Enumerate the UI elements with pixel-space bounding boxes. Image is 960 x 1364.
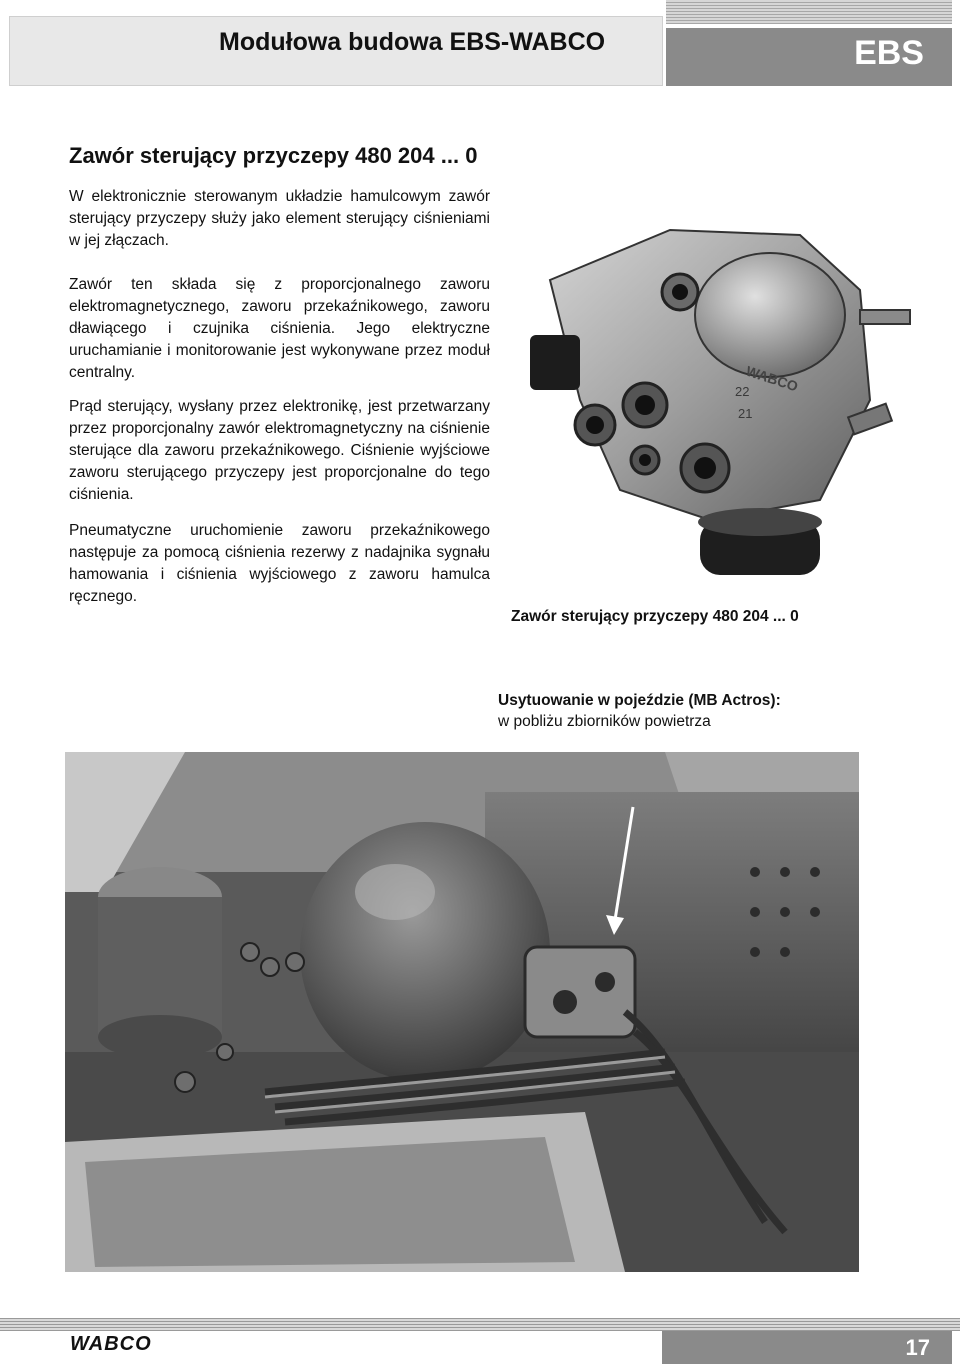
- header-title: Modułowa budowa EBS-WABCO: [219, 28, 606, 56]
- location-caption-title: Usytuowanie w pojeździe (MB Actros):: [498, 692, 781, 709]
- footer-stripes: [0, 1318, 960, 1331]
- wabco-logo: WABCO: [70, 1333, 152, 1355]
- page-number: 17: [905, 1335, 930, 1360]
- valve-label-22: 22: [735, 384, 750, 399]
- header-stripes: [666, 0, 952, 24]
- valve-caption-text: Zawór sterujący przyczepy 480 204 ... 0: [511, 608, 799, 625]
- vehicle-photo: [65, 752, 859, 1272]
- ebs-badge-label: EBS: [854, 34, 924, 72]
- valve-caption: [511, 608, 799, 626]
- ebs-badge: [666, 28, 952, 86]
- page-number-box: [662, 1331, 952, 1364]
- paragraph-1: W elektronicznie sterowanym układzie hamulcowym zawór sterujący przyczepy służy jako element sterujący ciśnieniami w jej złączach.: [69, 188, 490, 249]
- location-caption: [498, 690, 781, 732]
- location-caption-text: w pobliżu zbiorników powietrza: [498, 713, 711, 730]
- paragraph-3: Prąd sterujący, wysłany przez elektronikę, jest przetwarzany przez proporcjonalny zawór elektromagnetyczny na ciśnienie sterujące dla zaworu przekaźnikowego. Ciśnienie wyjściowe zaworu sterującego przyczepy jest proporcjonalne do tego ciśnienia.: [69, 398, 490, 503]
- paragraph-4: Pneumatyczne uruchomienie zaworu przekaźnikowego następuje za pomocą ciśnienia rezerwy z nadajnika sygnału hamowania i ciśnienia wyjściowego z zaworu hamulca ręcznego.: [69, 522, 490, 605]
- section-title: Zawór sterujący przyczepy 480 204 ... 0: [69, 143, 478, 168]
- valve-image: [520, 210, 920, 590]
- paragraph-2: Zawór ten składa się z proporcjonalnego zaworu elektromagnetycznego, zaworu przekaźnikowego, zaworu dławiącego i czujnika ciśnienia. Jego elektryczne uruchamianie i monitorowanie jest wykonywane przez moduł centralny.: [69, 276, 490, 381]
- valve-label-brand: WABCO: [744, 362, 801, 395]
- valve-label-21: 21: [738, 406, 753, 421]
